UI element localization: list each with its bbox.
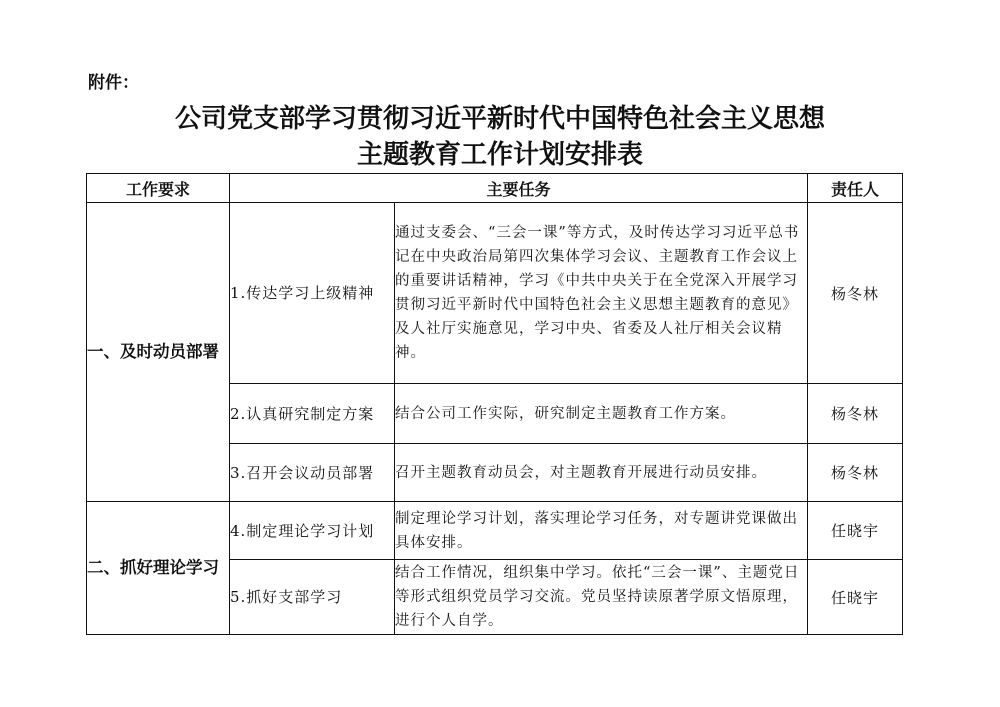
subtask-cell: 4.制定理论学习计划	[230, 502, 395, 560]
task-cell: 结合工作情况，组织集中学习。依托“三会一课”、主题党日等形式组织党员学习交流。党员坚持读原著学原文悟原理，进行个人自学。	[395, 560, 808, 635]
task-cell: 制定理论学习计划，落实理论学习任务，对专题讲党课做出具体安排。	[395, 502, 808, 560]
table-row	[87, 502, 903, 560]
person-cell: 任晓宇	[808, 502, 903, 560]
header-person: 责任人	[808, 174, 903, 203]
page-title-line2: 主题教育工作计划安排表	[356, 140, 643, 170]
person-cell: 杨冬林	[808, 203, 903, 384]
subtask-cell: 5.抓好支部学习	[230, 560, 395, 635]
table-header-row	[87, 174, 903, 203]
person-cell: 任晓宇	[808, 560, 903, 635]
task-cell: 结合公司工作实际，研究制定主题教育工作方案。	[395, 384, 808, 444]
header-requirement: 工作要求	[87, 174, 230, 203]
header-task: 主要任务	[230, 174, 808, 203]
requirement-cell: 二、抓好理论学习	[87, 502, 230, 635]
subtask-cell: 2.认真研究制定方案	[230, 384, 395, 444]
table-row	[87, 203, 903, 384]
page-title-line1: 公司党支部学习贯彻习近平新时代中国特色社会主义思想	[174, 104, 825, 134]
person-cell: 杨冬林	[808, 384, 903, 444]
attachment-label: 附件：	[88, 73, 139, 93]
plan-table	[86, 173, 903, 635]
subtask-cell: 3.召开会议动员部署	[230, 444, 395, 502]
requirement-cell: 一、及时动员部署	[87, 203, 230, 502]
subtask-cell: 1.传达学习上级精神	[230, 203, 395, 384]
task-cell: 召开主题教育动员会，对主题教育开展进行动员安排。	[395, 444, 808, 502]
person-cell: 杨冬林	[808, 444, 903, 502]
task-cell: 通过支委会、“三会一课”等方式，及时传达学习习近平总书记在中央政治局第四次集体学习会议、主题教育工作会议上的重要讲话精神，学习《中共中央关于在全党深入开展学习贯彻习近平新时代中国特色社会主义思想主题教育的意见》及人社厅实施意见，学习中央、省委及人社厅相关会议精神。	[395, 203, 808, 384]
